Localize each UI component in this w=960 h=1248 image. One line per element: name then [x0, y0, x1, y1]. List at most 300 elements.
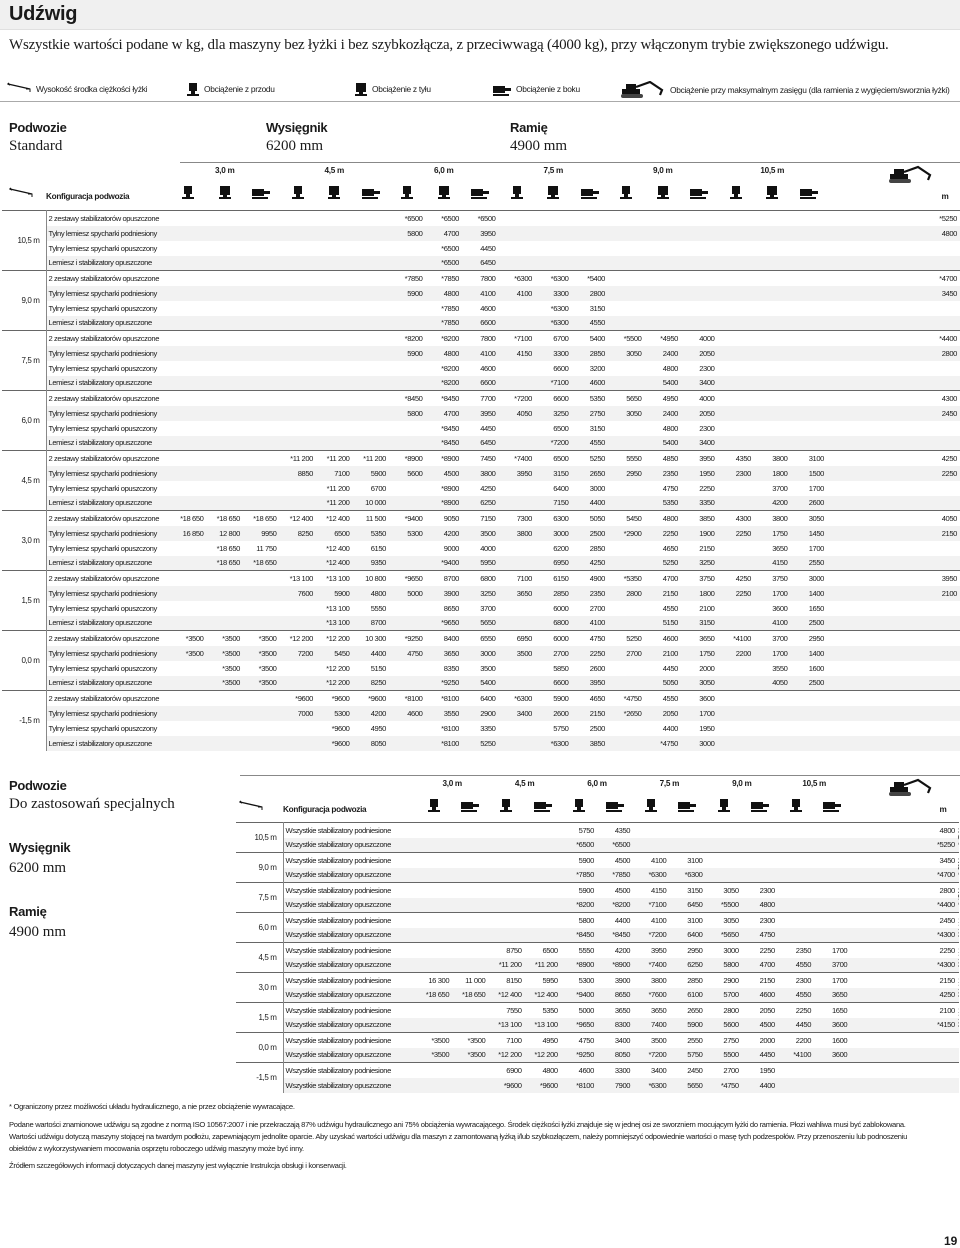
table-row	[236, 823, 958, 838]
lift-value: 6250	[462, 496, 499, 511]
lift-value: 4050	[754, 676, 791, 691]
lift-value: 2950	[791, 631, 828, 646]
lift-value: 3700	[772, 483, 788, 493]
lift-value	[525, 853, 561, 868]
config-label: Wszystkie stabilizatory podniesione	[283, 943, 416, 958]
lift-value: 6400	[553, 483, 569, 493]
lift-value	[608, 271, 645, 286]
lift-value: *9600	[525, 1078, 561, 1093]
lift-value: 6100	[669, 988, 705, 1003]
lift-value	[827, 706, 960, 721]
lift-value: *12 200	[326, 663, 350, 673]
lift-value: 2000	[742, 1033, 778, 1048]
lift-value: *5650	[706, 928, 742, 943]
legend-rear	[354, 81, 431, 97]
config-label: Tylny lemiesz spycharki podniesiony	[46, 526, 170, 541]
height-value: 6,0 m	[2, 391, 46, 451]
lift-value: 3500	[480, 663, 496, 673]
lift-value: 6200	[553, 543, 569, 553]
lift-value: 6700	[370, 483, 386, 493]
table-row	[2, 541, 960, 556]
lift-value: 2800	[827, 346, 960, 361]
lift-value: 1700	[814, 973, 850, 988]
lift-value	[280, 601, 317, 616]
lift-value: 1700	[808, 483, 824, 493]
lift-value	[416, 883, 452, 898]
lift-value	[608, 241, 645, 256]
lift-value	[791, 421, 828, 436]
undercarriage-label-2: Podwozie	[9, 778, 67, 793]
lift-value: 2500	[572, 526, 609, 541]
lift-value	[827, 631, 960, 646]
rear-load-icon	[354, 81, 368, 97]
lift-value	[170, 346, 207, 361]
table-row	[2, 406, 960, 421]
lift-value: 8700	[426, 571, 463, 586]
lift-value	[280, 661, 317, 676]
lift-value: *8200	[426, 376, 463, 391]
lift-value	[499, 241, 536, 256]
table-row	[236, 943, 958, 958]
lift-value	[452, 1003, 488, 1018]
lift-value: *7600	[633, 988, 669, 1003]
lift-value: *8200	[389, 331, 426, 346]
lift-value	[814, 883, 850, 898]
column-icon	[452, 797, 488, 813]
lift-value	[353, 211, 390, 226]
height-value: 7,5 m	[236, 883, 283, 913]
lift-value	[754, 376, 791, 391]
table-row	[2, 346, 960, 361]
lift-value: *9250	[426, 676, 463, 691]
column-icon	[207, 184, 244, 200]
lift-value: *9600	[316, 691, 353, 706]
lift-value	[608, 301, 645, 316]
lift-value: *5250	[850, 838, 958, 853]
table-row	[2, 481, 960, 496]
lift-value: *4700	[827, 271, 960, 286]
lift-value: 3050	[706, 883, 742, 898]
lift-value	[170, 721, 207, 736]
lift-value: 7200	[280, 646, 317, 661]
lift-value: 1950	[681, 466, 718, 481]
table-row	[2, 496, 960, 511]
lift-value: 6700	[535, 331, 572, 346]
lift-value	[353, 316, 390, 331]
lift-value	[243, 361, 280, 376]
front-load-icon	[717, 797, 731, 813]
radius-header: 10,5 m	[802, 779, 827, 788]
lift-value: *13 100	[488, 1018, 524, 1033]
column-icon	[681, 184, 718, 200]
lift-value	[452, 1063, 488, 1078]
lift-value: 1900	[681, 526, 718, 541]
lift-value: 5300	[389, 526, 426, 541]
lift-value: *8100	[426, 691, 463, 706]
lift-value: 3700	[480, 603, 496, 613]
lift-value	[608, 616, 645, 631]
lift-value	[280, 346, 317, 361]
lift-value: 3900	[426, 586, 463, 601]
lift-value: 5400	[645, 376, 682, 391]
radius-header: 10,5 m	[760, 166, 785, 175]
lift-value: 2450	[827, 406, 960, 421]
lift-value	[389, 541, 426, 556]
lift-value: 6150	[370, 543, 386, 553]
lift-value	[170, 736, 207, 751]
lift-value	[280, 616, 317, 631]
config-label: Tylny lemiesz spycharki opuszczony	[48, 423, 157, 433]
lift-value	[778, 898, 814, 913]
lift-value: 7800	[462, 271, 499, 286]
lift-value	[706, 838, 742, 853]
lift-value	[170, 301, 207, 316]
lift-value	[353, 241, 390, 256]
lift-value: 4550	[778, 958, 814, 973]
lift-value	[525, 898, 561, 913]
lift-value: 4800	[827, 226, 960, 241]
lift-value	[778, 868, 814, 883]
lift-value: *12 200	[525, 1048, 561, 1063]
lift-value	[243, 571, 280, 586]
table-row	[2, 616, 960, 631]
lift-value	[499, 556, 536, 571]
lift-value: 2300	[742, 883, 778, 898]
lift-value: *8100	[441, 723, 459, 733]
column-icon	[669, 797, 705, 813]
lift-value: *7200	[535, 436, 572, 451]
lift-value: *8450	[441, 423, 459, 433]
lift-value	[827, 541, 960, 556]
lift-value: 4100	[462, 346, 499, 361]
lift-value	[416, 913, 452, 928]
lift-value: 4600	[645, 631, 682, 646]
lift-value: *9650	[389, 571, 426, 586]
table-row	[2, 241, 960, 256]
config-label: Lemiesz i stabilizatory opuszczone	[46, 496, 170, 511]
lift-value: 10 000	[353, 496, 390, 511]
lift-value: 5350	[572, 391, 609, 406]
lift-value	[681, 211, 718, 226]
lift-value	[170, 706, 207, 721]
lift-value	[791, 736, 828, 751]
lift-value: 8250	[280, 526, 317, 541]
page-title: Udźwig	[9, 3, 78, 25]
lift-value	[608, 376, 645, 391]
lift-value	[170, 391, 207, 406]
rear-load-icon	[437, 184, 451, 200]
lift-values-table	[2, 210, 960, 751]
lift-value	[791, 391, 828, 406]
lift-value	[488, 868, 524, 883]
lift-value	[243, 601, 280, 616]
table-row	[2, 601, 960, 616]
header-line	[240, 775, 960, 776]
lift-value	[488, 913, 524, 928]
lift-value	[353, 346, 390, 361]
lift-value	[207, 241, 244, 256]
lift-value	[170, 481, 207, 496]
lift-value	[389, 556, 426, 571]
lift-value	[280, 736, 317, 751]
lift-value	[791, 706, 828, 721]
front-load-icon	[499, 797, 513, 813]
lift-value	[316, 331, 353, 346]
lift-value	[170, 676, 207, 691]
lift-value: 2900	[462, 706, 499, 721]
lift-value	[681, 256, 718, 271]
column-icon	[525, 797, 561, 813]
lift-value: 2950	[669, 943, 705, 958]
lift-value: *7400	[499, 451, 536, 466]
lift-value	[754, 706, 791, 721]
rear-load-icon	[546, 184, 560, 200]
lift-value: 3050	[706, 913, 742, 928]
lift-value: 6950	[499, 631, 536, 646]
height-value: 0,0 m	[2, 631, 46, 691]
lift-value: 3950	[633, 943, 669, 958]
lift-value	[633, 838, 669, 853]
lift-value: 2300	[699, 363, 715, 373]
lift-value: 2200	[778, 1033, 814, 1048]
lift-value	[207, 316, 244, 331]
lift-value: *13 100	[316, 616, 353, 631]
lift-value: 4500	[597, 883, 633, 898]
table-row	[2, 586, 960, 601]
lift-value: 1600	[814, 1033, 850, 1048]
lift-value	[243, 496, 280, 511]
lift-value: *12 400	[316, 556, 353, 571]
lift-value	[535, 226, 572, 241]
lift-value	[754, 331, 791, 346]
lift-value: *12 400	[525, 988, 561, 1003]
lift-value	[170, 361, 207, 376]
table-row	[2, 286, 960, 301]
table-row	[2, 571, 960, 586]
lift-value: 3000	[681, 736, 718, 751]
lift-value: 5350	[645, 496, 682, 511]
lift-value: 3150	[681, 616, 718, 631]
boom-label-2: Wysięgnik	[9, 840, 71, 855]
lift-value: 3650	[426, 646, 463, 661]
lift-value	[827, 496, 960, 511]
lift-value	[207, 391, 244, 406]
lift-value: 2650	[572, 466, 609, 481]
config-label: Tylny lemiesz spycharki opuszczony	[48, 603, 157, 613]
lift-value	[243, 721, 280, 736]
height-value: 6,0 m	[236, 913, 283, 943]
lift-value: *3500	[243, 631, 280, 646]
legend-label: Obciążenie przy maksymalnym zasięgu (dla ramienia z wygięciem/sworznia łyżki)	[670, 85, 950, 95]
height-icon	[8, 186, 34, 202]
lift-value	[827, 616, 960, 631]
lift-value	[170, 211, 207, 226]
config-label: Lemiesz i stabilizatory opuszczone	[46, 436, 170, 451]
lift-value: *3500	[452, 1033, 488, 1048]
lift-value: *12 400	[326, 543, 350, 553]
lift-value: *4300	[850, 928, 958, 943]
table-row	[236, 1063, 958, 1078]
lift-value	[742, 853, 778, 868]
lift-value	[814, 1063, 850, 1078]
lift-value	[353, 256, 390, 271]
lift-value	[316, 256, 353, 271]
lift-value: 12 800	[207, 526, 244, 541]
lift-value: 3450	[827, 286, 960, 301]
column-icon	[814, 797, 850, 813]
lift-value	[316, 286, 353, 301]
lift-value: *12 200	[316, 676, 353, 691]
lift-value	[243, 586, 280, 601]
lift-value: 3600	[814, 1048, 850, 1063]
lift-value: 2600	[791, 496, 828, 511]
lift-value: 4700	[426, 406, 463, 421]
lift-value: 2850	[589, 543, 605, 553]
lift-value: *7850	[426, 271, 463, 286]
lift-value	[608, 226, 645, 241]
radius-header: 7,5 m	[659, 779, 680, 788]
lift-value: 5900	[389, 286, 426, 301]
lift-value	[791, 241, 828, 256]
lift-value: 2900	[706, 973, 742, 988]
excavator-icon	[888, 777, 934, 799]
lift-value: 4600	[742, 988, 778, 1003]
lift-value: 1750	[754, 526, 791, 541]
lift-value: 11 750	[256, 543, 277, 553]
lift-value: 6600	[462, 316, 499, 331]
boom-label: Wysięgnik	[266, 120, 328, 135]
table-row	[236, 1048, 958, 1063]
lift-value: 1750	[681, 646, 718, 661]
front-load-icon	[186, 81, 200, 97]
lift-value	[170, 421, 207, 436]
lift-value: *6300	[535, 316, 572, 331]
lift-value: 4800	[426, 346, 463, 361]
lift-value: 6150	[535, 571, 572, 586]
lift-value	[280, 361, 317, 376]
lift-value: 5600	[706, 1018, 742, 1033]
lift-value	[170, 451, 207, 466]
lift-value	[207, 376, 244, 391]
lift-value	[452, 958, 488, 973]
lift-value	[681, 316, 718, 331]
lift-value	[827, 301, 960, 316]
lift-value	[572, 211, 609, 226]
lift-value	[170, 691, 207, 706]
lift-value: 5750	[561, 823, 597, 838]
lift-value	[718, 421, 755, 436]
column-icon	[389, 184, 426, 200]
lift-value: 4950	[370, 723, 386, 733]
lift-value	[718, 361, 755, 376]
side-load-icon	[677, 797, 697, 813]
lift-value: *12 200	[280, 631, 317, 646]
lift-value: 5800	[389, 226, 426, 241]
lift-value: 4800	[353, 586, 390, 601]
lift-value: 3650	[597, 1003, 633, 1018]
lift-value: 5400	[462, 676, 499, 691]
lift-value	[389, 256, 426, 271]
lift-value	[452, 898, 488, 913]
lift-value	[280, 481, 317, 496]
lift-value: *3500	[243, 676, 280, 691]
lift-value: 2550	[791, 556, 828, 571]
lift-value: 1400	[791, 646, 828, 661]
lift-value: 3650	[772, 543, 788, 553]
lift-value	[754, 301, 791, 316]
lift-value: 2850	[572, 346, 609, 361]
lift-value: 5650	[669, 1078, 705, 1093]
lift-value	[525, 883, 561, 898]
arm-value-2: 4900 mm	[9, 924, 67, 940]
height-value: 10,5 m	[236, 823, 283, 853]
lift-value	[207, 301, 244, 316]
undercarriage-label: Podwozie	[9, 120, 67, 135]
lift-value: 3800	[462, 466, 499, 481]
lift-value: *9650	[561, 1018, 597, 1033]
lift-value: 7100	[316, 466, 353, 481]
column-icon	[645, 184, 682, 200]
column-icon	[718, 184, 755, 200]
lift-value	[814, 898, 850, 913]
column-icon	[280, 184, 317, 200]
lift-value: 5400	[572, 331, 609, 346]
lift-value: 5850	[553, 663, 569, 673]
lift-value: *12 200	[316, 631, 353, 646]
lift-value: 8250	[353, 676, 390, 691]
lift-value	[280, 391, 317, 406]
height-value: 10,5 m	[2, 211, 46, 271]
lift-value	[525, 928, 561, 943]
lift-value: *7100	[499, 331, 536, 346]
lift-value	[535, 211, 572, 226]
lift-value	[416, 1063, 452, 1078]
lift-value: 3000	[462, 646, 499, 661]
height-value: 4,5 m	[236, 943, 283, 973]
lift-value: 3400	[633, 1063, 669, 1078]
arm-label: Ramię	[510, 120, 548, 135]
side-load-icon	[361, 184, 381, 200]
lift-value	[280, 286, 317, 301]
lift-value: 4350	[597, 823, 633, 838]
legend-bar	[0, 76, 960, 102]
lift-value: 4950	[525, 1033, 561, 1048]
lift-value: *3500	[222, 663, 240, 673]
lift-value	[718, 346, 755, 361]
lift-value	[243, 301, 280, 316]
lift-value	[718, 316, 755, 331]
lift-value: 2600	[589, 663, 605, 673]
lift-value	[742, 868, 778, 883]
lift-value: 4400	[742, 1078, 778, 1093]
lift-value: 2250	[718, 526, 755, 541]
lift-value: 4800	[850, 823, 958, 838]
lift-value: 5150	[370, 663, 386, 673]
config-label: Wszystkie stabilizatory podniesione	[283, 1003, 416, 1018]
lift-value: 4100	[572, 616, 609, 631]
lift-value: *5400	[572, 271, 609, 286]
lift-value: 5550	[608, 451, 645, 466]
config-label: Lemiesz i stabilizatory opuszczone	[46, 316, 170, 331]
lift-value: 5900	[535, 691, 572, 706]
lift-value: *3500	[452, 1048, 488, 1063]
lift-value: 3250	[535, 406, 572, 421]
lift-value: 6000	[553, 603, 569, 613]
radius-header: 6,0 m	[587, 779, 607, 788]
lift-value	[389, 736, 426, 751]
lift-value	[416, 898, 452, 913]
lift-value	[814, 1078, 850, 1093]
